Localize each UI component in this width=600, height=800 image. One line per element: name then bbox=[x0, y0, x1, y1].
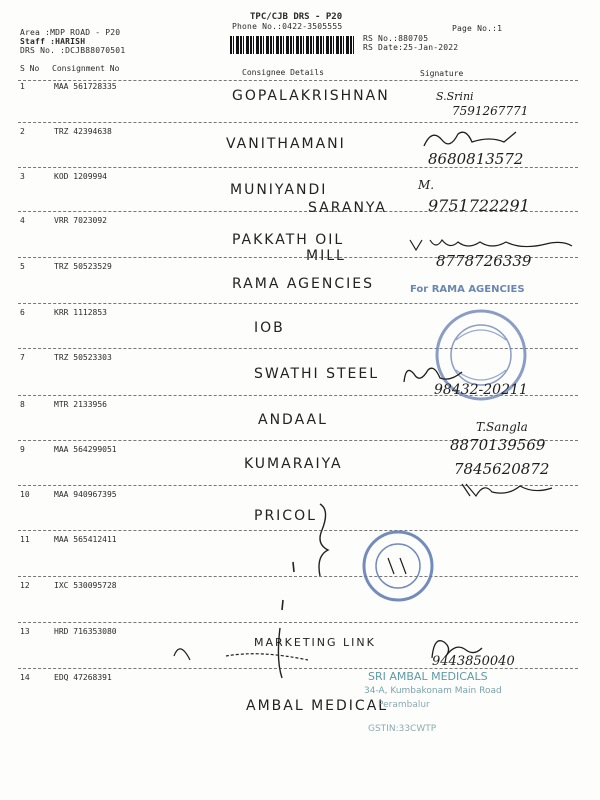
staff-label: Staff :HARISH bbox=[20, 37, 86, 46]
row-6-no: 6 bbox=[20, 308, 25, 317]
phone-1: 7591267771 bbox=[452, 104, 529, 118]
phone-3: 9751722291 bbox=[428, 196, 530, 215]
phone-10: 7845620872 bbox=[454, 460, 550, 478]
row-6-consignment: KRR 1112853 bbox=[54, 308, 107, 317]
row-7-no: 7 bbox=[20, 353, 25, 362]
rama-agencies-stamp: For RAMA AGENCIES bbox=[410, 284, 525, 295]
row-10-no: 10 bbox=[20, 490, 30, 499]
sriambal-stamp-city: Perambalur bbox=[378, 700, 430, 710]
row-4-consignment: VRR 7023092 bbox=[54, 216, 107, 225]
col-sno: S No bbox=[20, 64, 40, 73]
row-2-no: 2 bbox=[20, 127, 25, 136]
row-3-no: 3 bbox=[20, 172, 25, 181]
consignee-13: MARKETING LINK bbox=[254, 636, 376, 649]
row-7-consignment: TRZ 50523303 bbox=[54, 353, 112, 362]
phone-4: 8778726339 bbox=[436, 252, 532, 270]
row-4-no: 4 bbox=[20, 216, 25, 225]
consignee-9: KUMARAIYA bbox=[244, 456, 343, 472]
phone-7: 98432-20211 bbox=[434, 382, 528, 398]
row-14-no: 14 bbox=[20, 673, 30, 682]
page-number: Page No.:1 bbox=[452, 24, 503, 33]
row-1-no: 1 bbox=[20, 82, 25, 91]
row-2-consignment: TRZ 42394638 bbox=[54, 127, 112, 136]
row-12-no: 12 bbox=[20, 581, 30, 590]
row-12-consignment: IXC 530095728 bbox=[54, 581, 117, 590]
row-divider bbox=[18, 122, 578, 123]
sriambal-stamp-address: 34-A, Kumbakonam Main Road bbox=[364, 686, 502, 696]
row-5-no: 5 bbox=[20, 262, 25, 271]
row-13-no: 13 bbox=[20, 627, 30, 636]
row-10-consignment: MAA 940967395 bbox=[54, 490, 117, 499]
barcode bbox=[230, 36, 356, 54]
signature-10 bbox=[456, 478, 566, 500]
row-8-consignment: MTR 2133956 bbox=[54, 400, 107, 409]
consignee-14: AMBAL MEDICAL bbox=[246, 698, 389, 714]
rs-number: RS No.:880705 bbox=[363, 34, 429, 43]
consignee-3b: SARANYA bbox=[308, 200, 387, 216]
consignee-3: MUNIYANDI bbox=[230, 182, 328, 198]
signature-2 bbox=[420, 126, 540, 152]
signature-3: M. bbox=[418, 178, 435, 192]
consignee-2: VANITHAMANI bbox=[226, 136, 346, 152]
consignee-1: GOPALAKRISHNAN bbox=[232, 88, 390, 104]
consignee-4b: MILL bbox=[306, 248, 346, 264]
row-13-consignment: HRD 716353080 bbox=[54, 627, 117, 636]
col-consignee-details: Consignee Details bbox=[242, 68, 324, 77]
consignee-5: RAMA AGENCIES bbox=[232, 276, 374, 292]
consignee-10: PRICOL bbox=[254, 508, 317, 524]
signature-8: T.Sangla bbox=[476, 420, 528, 434]
phone-9: 8870139569 bbox=[450, 436, 546, 454]
sriambal-stamp-name: SRI AMBAL MEDICALS bbox=[368, 670, 488, 683]
round-stamp-pricol bbox=[360, 528, 436, 604]
ditto-marks bbox=[170, 500, 370, 690]
phone-13: 9443850040 bbox=[432, 654, 515, 669]
phone-2: 8680813572 bbox=[428, 150, 524, 168]
drs-number: DRS No. :DCJB88070501 bbox=[20, 46, 126, 55]
col-consignment: Consignment No bbox=[52, 64, 120, 73]
area-label: Area :MDP ROAD - P20 bbox=[20, 28, 121, 37]
row-14-consignment: EDQ 47268391 bbox=[54, 673, 112, 682]
consignee-4: PAKKATH OIL bbox=[232, 232, 345, 248]
row-5-consignment: TRZ 50523529 bbox=[54, 262, 112, 271]
consignee-8: ANDAAL bbox=[258, 412, 328, 428]
sriambal-stamp-gstin: GSTIN:33CWTP bbox=[368, 724, 437, 734]
row-8-no: 8 bbox=[20, 400, 25, 409]
consignee-7: SWATHI STEEL bbox=[254, 366, 380, 382]
consignee-6: IOB bbox=[254, 320, 285, 336]
document-title: TPC/CJB DRS - P20 bbox=[250, 12, 343, 22]
row-9-no: 9 bbox=[20, 445, 25, 454]
row-11-consignment: MAA 565412411 bbox=[54, 535, 117, 544]
phone-number: Phone No.:0422-3505555 bbox=[232, 22, 343, 31]
row-1-consignment: MAA 561728335 bbox=[54, 82, 117, 91]
signature-1: S.Srini bbox=[436, 90, 474, 103]
row-11-no: 11 bbox=[20, 535, 30, 544]
rs-date: RS Date:25-Jan-2022 bbox=[363, 43, 459, 52]
row-3-consignment: KOD 1209994 bbox=[54, 172, 107, 181]
col-signature: Signature bbox=[420, 69, 464, 78]
row-9-consignment: MAA 564299051 bbox=[54, 445, 117, 454]
header-divider bbox=[18, 80, 578, 81]
